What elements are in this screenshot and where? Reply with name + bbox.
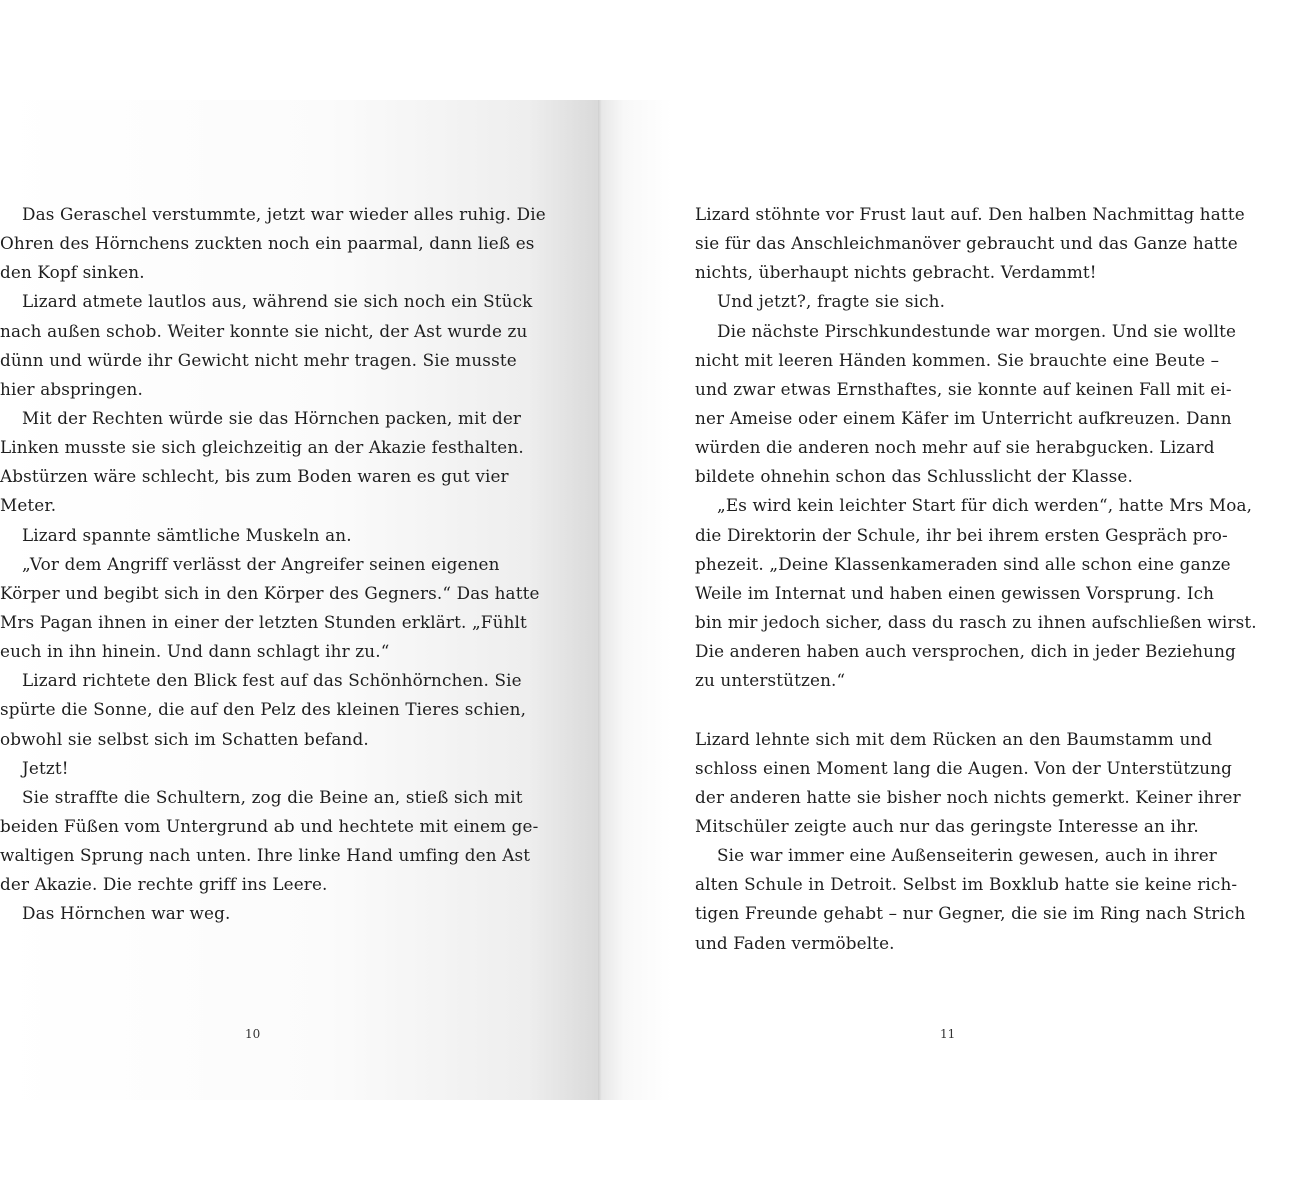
text-line: Lizard richtete den Blick fest auf das Schönhörnchen. Sie <box>22 670 522 691</box>
text-line: Linken musste sie sich gleichzeitig an der Akazie festhalten. <box>0 437 524 458</box>
page-number-right: 11 <box>940 1027 956 1041</box>
text-line: dünn und würde ihr Gewicht nicht mehr tragen. Sie musste <box>0 349 517 370</box>
text-line: Lizard spannte sämtliche Muskeln an. <box>22 524 352 545</box>
text-line: Die anderen haben auch versprochen, dich in jeder Beziehung <box>695 641 1236 662</box>
text-line: obwohl sie selbst sich im Schatten befand. <box>0 728 369 749</box>
text-line: die Direktorin der Schule, ihr bei ihrem ersten Gespräch pro- <box>695 524 1228 545</box>
text-line: Mrs Pagan ihnen in einer der letzten Stunden erklärt. „Fühlt <box>0 611 527 632</box>
text-line: „Es wird kein leichter Start für dich werden“, hatte Mrs Moa, <box>717 495 1253 516</box>
text-line: spürte die Sonne, die auf den Pelz des kleinen Tieres schien, <box>0 699 527 720</box>
text-line: hier abspringen. <box>0 378 143 399</box>
text-line: würden die anderen noch mehr auf sie herabgucken. Lizard <box>695 437 1215 458</box>
book-spread <box>0 100 1257 1100</box>
text-line: Lizard stöhnte vor Frust laut auf. Den halben Nachmittag hatte <box>695 204 1245 224</box>
text-line: der Akazie. Die rechte griff ins Leere. <box>0 874 328 895</box>
text-line: phezeit. „Deine Klassenkameraden sind alle schon eine ganze <box>695 553 1231 574</box>
right-page-text <box>695 200 1310 958</box>
section-break <box>695 695 1310 724</box>
right-page <box>600 100 1257 1100</box>
text-line: waltigen Sprung nach unten. Ihre linke Hand umfing den Ast <box>0 845 531 866</box>
text-line: und zwar etwas Ernsthaftes, sie konnte auf keinen Fall mit ei- <box>695 378 1232 399</box>
text-line: Abstürzen wäre schlecht, bis zum Boden waren es gut vier <box>0 466 509 487</box>
text-line: sie für das Anschleichmanöver gebraucht und das Ganze hatte <box>695 233 1238 254</box>
book-gutter <box>598 100 602 1100</box>
text-line: zu unterstützen.“ <box>695 670 846 691</box>
text-line: und Faden vermöbelte. <box>695 932 895 953</box>
text-line: der anderen hatte sie bisher noch nichts gemerkt. Keiner ihrer <box>695 786 1241 807</box>
text-line: den Kopf sinken. <box>0 262 145 283</box>
text-line: nach außen schob. Weiter konnte sie nicht, der Ast wurde zu <box>0 320 528 341</box>
text-line: Jetzt! <box>22 757 69 778</box>
left-page-text <box>0 200 546 929</box>
text-line: Sie war immer eine Außenseiterin gewesen, auch in ihrer <box>717 845 1217 866</box>
text-line: Meter. <box>0 495 57 516</box>
text-line: beiden Füßen vom Untergrund ab und hechtete mit einem ge- <box>0 815 539 836</box>
page-number-left: 10 <box>245 1027 261 1041</box>
text-line: „Vor dem Angriff verlässt der Angreifer seinen eigenen <box>22 553 500 574</box>
text-line: Mitschüler zeigte auch nur das geringste Interesse an ihr. <box>695 815 1199 836</box>
text-line: tigen Freunde gehabt – nur Gegner, die sie im Ring nach Strich <box>695 903 1246 924</box>
text-line: schloss einen Moment lang die Augen. Von der Unterstützung <box>695 757 1233 778</box>
text-line: bildete ohnehin schon das Schlusslicht der Klasse. <box>695 466 1133 487</box>
text-line: Weile im Internat und haben einen gewissen Vorsprung. Ich <box>695 582 1215 603</box>
text-line: Und jetzt?, fragte sie sich. <box>717 291 946 312</box>
text-line: bin mir jedoch sicher, dass du rasch zu ihnen aufschließen wirst. <box>695 611 1257 632</box>
text-line: Das Hörnchen war weg. <box>22 903 231 924</box>
text-line: Das Geraschel verstummte, jetzt war wieder alles ruhig. Die <box>22 204 546 224</box>
text-line: nicht mit leeren Händen kommen. Sie brauchte eine Beute – <box>695 349 1220 370</box>
text-line: Ohren des Hörnchens zuckten noch ein paarmal, dann ließ es <box>0 233 535 254</box>
text-line: alten Schule in Detroit. Selbst im Boxklub hatte sie keine rich- <box>695 874 1238 895</box>
text-line: euch in ihn hinein. Und dann schlagt ihr zu.“ <box>0 641 390 662</box>
text-line: Lizard atmete lautlos aus, während sie sich noch ein Stück <box>22 291 533 312</box>
text-line: Lizard lehnte sich mit dem Rücken an den Baumstamm und <box>695 728 1213 749</box>
text-line: Die nächste Pirschkundestunde war morgen. Und sie wollte <box>717 320 1237 341</box>
text-line: Sie straffte die Schultern, zog die Beine an, stieß sich mit <box>22 786 523 807</box>
text-line: Körper und begibt sich in den Körper des Gegners.“ Das hatte <box>0 582 540 603</box>
left-page <box>0 100 600 1100</box>
text-line: ner Ameise oder einem Käfer im Unterricht aufkreuzen. Dann <box>695 407 1232 428</box>
text-line: Mit der Rechten würde sie das Hörnchen packen, mit der <box>22 407 522 428</box>
text-line: nichts, überhaupt nichts gebracht. Verdammt! <box>695 262 1097 283</box>
